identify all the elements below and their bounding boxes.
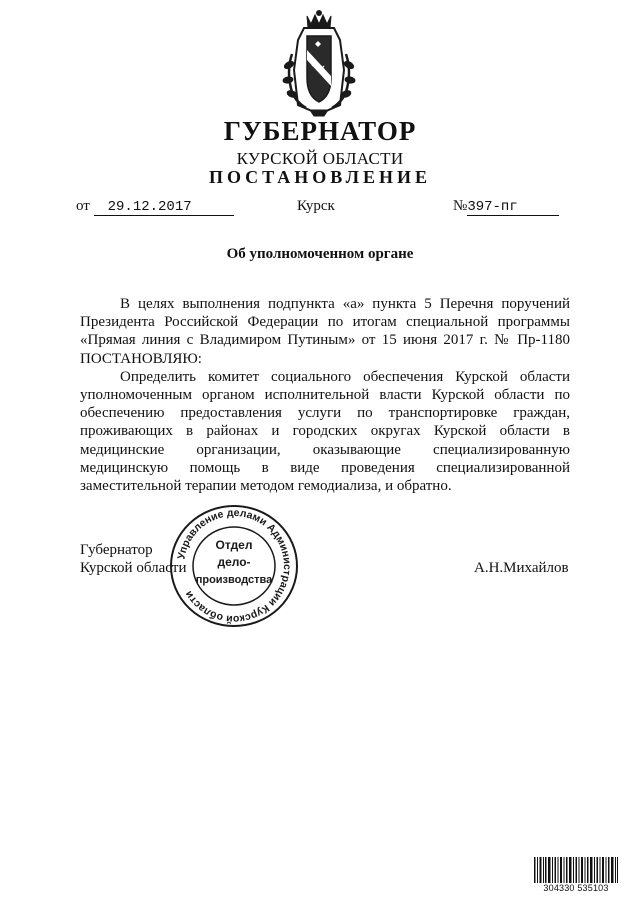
decree-date: 29.12.2017 (94, 200, 234, 216)
document-region: КУРСКОЙ ОБЛАСТИ (236, 149, 404, 168)
stamp-center-line-3: производства (195, 574, 273, 586)
number-prefix: № (453, 198, 468, 214)
barcode-number: 304330 535103 (534, 883, 618, 893)
body-paragraph-1: В целях выполнения подпункта «а» пункта 5 Перечня поручений Президента Российской Федерации по итогам специальной программы «Прямая линия с Владимиром Путиным» от 15 июня 2017 г. № Пр-1180 ПОСТАНОВЛЯЮ: (80, 296, 570, 367)
document-authority-title: ГУБЕРНАТОР (223, 116, 417, 146)
stamp-center-line-2: дело- (217, 555, 251, 569)
signatory-name: А.Н.Михайлов (474, 560, 569, 576)
stamp-ring-text: Управление делами Администрации Курской области (175, 506, 294, 626)
decree-body (80, 295, 570, 495)
coat-of-arms-icon (274, 10, 364, 118)
office-stamp (168, 502, 300, 630)
signatory-position-line-2: Курской области (80, 560, 187, 576)
decree-number: 397-пг (467, 200, 559, 216)
decree-date-row (76, 198, 234, 216)
decree-city: Курск (297, 198, 335, 214)
decree-subject: Об уполномоченном органе (226, 246, 414, 262)
date-prefix: от (76, 198, 90, 214)
stamp-center-line-1: Отдел (215, 538, 253, 552)
document-type: ПОСТАНОВЛЕНИЕ (208, 167, 432, 187)
decree-number-row (453, 198, 559, 216)
body-paragraph-2: Определить комитет социального обеспечения Курской области уполномоченным органом исполнительной власти Курской области по обеспечению предоставления услуги по транспортировке граждан, проживающих в районах и городских округах Курской области в медицинские организации, оказывающие специализированную медицинскую помощь в виде проведения специализированной заместительной терапии методом гемодиализа, и обратно. (80, 368, 570, 495)
signatory-position-line-1: Губернатор (80, 542, 153, 558)
